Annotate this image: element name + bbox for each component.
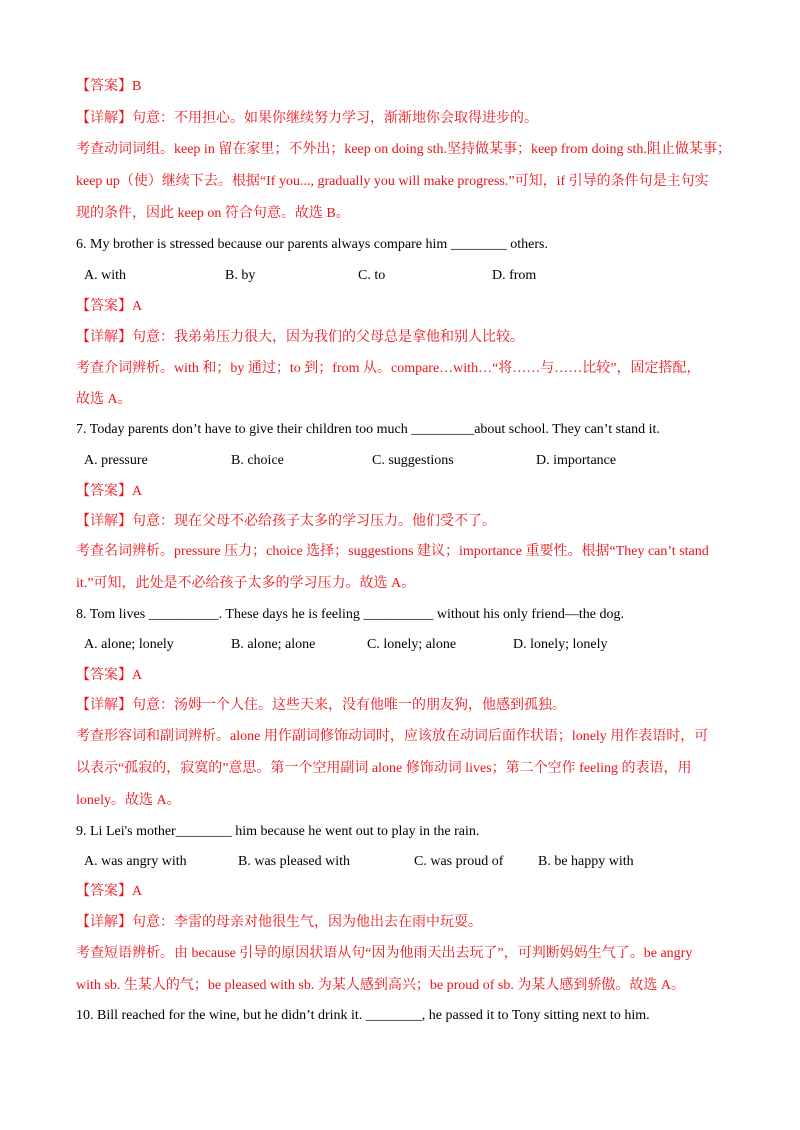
option-d: B. be happy with	[538, 854, 634, 869]
question-9: 9. Li Lei's mother________ him because he went out to play in the rain.	[76, 824, 480, 839]
option-a: A. with	[84, 268, 126, 283]
explanation-line: 考查名词辨析。pressure 压力；choice 选择；suggestions 建议；importance 重要性。根据“They can’t stand	[76, 544, 709, 559]
option-d: D. from	[492, 268, 537, 283]
option-d: D. importance	[536, 453, 617, 468]
question-10: 10. Bill reached for the wine, but he didn’t drink it. ________, he passed it to Tony sitting next to him.	[76, 1008, 650, 1023]
explanation-line: 考查形容词和副词辨析。alone 用作副词修饰动词时，应该放在动词后面作状语；lonely 用作表语时，可	[76, 729, 709, 744]
explanation-line: 考查短语辨析。由 because 引导的原因状语从句“因为他雨天出去玩了”，可判断妈妈生气了。be angry	[76, 946, 693, 961]
explanation-line: it.”可知，此处是不必给孩子太多的学习压力。故选 A。	[76, 576, 416, 591]
option-c: C. lonely; alone	[367, 637, 457, 652]
explanation-line: with sb. 生某人的气；be pleased with sb. 为某人感到高兴；be proud of sb. 为某人感到骄傲。故选 A。	[76, 978, 685, 993]
explanation-line: 考查动词词组。keep in 留在家里；不外出；keep on doing sth.坚持做某事；keep from doing sth.阻止做某事；	[76, 142, 731, 157]
option-b: B. was pleased with	[238, 854, 350, 869]
option-a: A. pressure	[84, 453, 148, 468]
explanation-line: 现的条件，因此 keep on 符合句意。故选 B。	[76, 206, 350, 221]
option-c: C. was proud of	[414, 854, 504, 869]
option-b: B. alone; alone	[231, 637, 316, 652]
question-8: 8. Tom lives __________. These days he is feeling __________ without his only friend—the dog.	[76, 607, 624, 622]
option-d: D. lonely; lonely	[513, 637, 608, 652]
explanation-line: 【详解】句意：现在父母不必给孩子太多的学习压力。他们受不了。	[76, 514, 496, 529]
option-c: C. suggestions	[372, 453, 454, 468]
answer-line: 【答案】A	[76, 484, 143, 499]
explanation-line: 考查介词辨析。with 和；by 通过；to 到；from 从。compare…with…“将……与……比较”，固定搭配，	[76, 361, 701, 376]
explanation-line: 故选 A。	[76, 392, 132, 407]
question-7: 7. Today parents don’t have to give their children too much _________about school. They can’t stand it.	[76, 422, 660, 437]
answer-line: 【答案】A	[76, 884, 143, 899]
option-a: A. was angry with	[84, 854, 187, 869]
option-b: B. by	[225, 268, 256, 283]
answer-line: 【答案】B	[76, 79, 142, 94]
explanation-line: 【详解】句意：汤姆一个人住。这些天来，没有他唯一的朋友狗，他感到孤独。	[76, 698, 566, 713]
explanation-line: lonely。故选 A。	[76, 793, 181, 808]
answer-line: 【答案】A	[76, 299, 143, 314]
explanation-line: 【详解】句意：我弟弟压力很大，因为我们的父母总是拿他和别人比较。	[76, 330, 524, 345]
question-6: 6. My brother is stressed because our parents always compare him ________ others.	[76, 237, 548, 252]
answer-line: 【答案】A	[76, 668, 143, 683]
explanation-line: 【详解】句意：李雷的母亲对他很生气，因为他出去在雨中玩耍。	[76, 915, 482, 930]
explanation-line: 【详解】句意：不用担心。如果你继续努力学习，渐渐地你会取得进步的。	[76, 111, 538, 126]
option-c: C. to	[358, 268, 386, 283]
option-a: A. alone; lonely	[84, 637, 174, 652]
explanation-line: keep up（使）继续下去。根据“If you..., gradually you will make progress.”可知，if 引导的条件句是主句实	[76, 174, 709, 189]
explanation-line: 以表示“孤寂的，寂寞的”意思。第一个空用副词 alone 修饰动词 lives；第二个空作 feeling 的表语，用	[76, 761, 692, 776]
option-b: B. choice	[231, 453, 284, 468]
